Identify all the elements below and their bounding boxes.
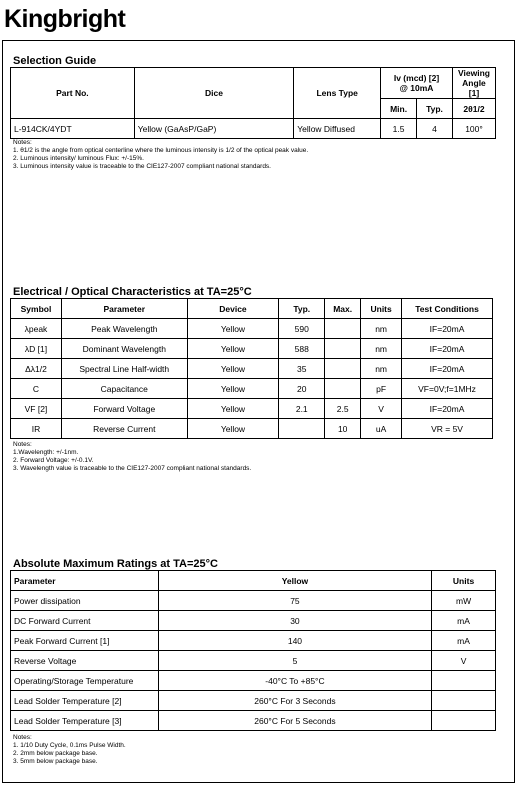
header-parameter: Parameter <box>11 571 159 591</box>
table-row <box>11 419 493 439</box>
header-typ: Typ. <box>279 299 325 319</box>
table-cell: Forward Voltage <box>61 399 187 419</box>
table-cell: VF [2] <box>11 399 62 419</box>
table-cell <box>325 319 361 339</box>
table-row <box>11 611 496 631</box>
table-cell: 20 <box>279 379 325 399</box>
table-cell <box>432 671 496 691</box>
electrical-title: Electrical / Optical Characteristics at TA=25°C <box>13 286 252 298</box>
header-device: Device <box>187 299 279 319</box>
table-cell <box>325 359 361 379</box>
table-cell: mW <box>432 591 496 611</box>
table-cell: Reverse Voltage <box>11 651 159 671</box>
table-cell: VF=0V;f=1MHz <box>402 379 493 399</box>
table-cell: IR <box>11 419 62 439</box>
table-cell: uA <box>361 419 402 439</box>
table-cell: nm <box>361 359 402 379</box>
table-cell: mA <box>432 631 496 651</box>
table-cell: 75 <box>158 591 431 611</box>
table-row <box>11 651 496 671</box>
table-row <box>11 711 496 731</box>
table-cell <box>279 419 325 439</box>
selection-notes: Notes: 1. θ1/2 is the angle from optical centerline where the luminous intensity is 1/2 of the optical peak value. 2. Luminous intensity/ luminous Flux: +/-15%. 3. Luminous intensity value is traceable to the CIE127-2007 compliant national standards. <box>13 139 309 170</box>
table-cell: Spectral Line Half-width <box>61 359 187 379</box>
absolute-table <box>10 570 496 731</box>
table-cell: pF <box>361 379 402 399</box>
header-units: Units <box>361 299 402 319</box>
table-cell: 10 <box>325 419 361 439</box>
table-cell: IF=20mA <box>402 399 493 419</box>
header-viewing-angle: Viewing Angle [1] <box>452 68 495 99</box>
cell-lens: Yellow Diffused <box>294 119 381 139</box>
header-theta: 2θ1/2 <box>452 99 495 119</box>
table-cell: -40°C To +85°C <box>158 671 431 691</box>
table-cell: 5 <box>158 651 431 671</box>
table-cell: Capacitance <box>61 379 187 399</box>
header-part-no: Part No. <box>11 68 135 119</box>
cell-min: 1.5 <box>381 119 417 139</box>
header-luminous-intensity: Iv (mcd) [2] @ 10mA <box>381 68 453 99</box>
table-cell: Yellow <box>187 399 279 419</box>
table-row <box>11 631 496 651</box>
cell-part-no: L-914CK/4YDT <box>11 119 135 139</box>
selection-guide-title: Selection Guide <box>13 55 97 67</box>
table-cell: nm <box>361 339 402 359</box>
table-cell: Power dissipation <box>11 591 159 611</box>
table-cell: Δλ1/2 <box>11 359 62 379</box>
table-cell <box>432 711 496 731</box>
header-max: Max. <box>325 299 361 319</box>
electrical-table <box>10 298 493 439</box>
table-cell: Lead Solder Temperature [3] <box>11 711 159 731</box>
selection-guide-table <box>10 67 496 139</box>
table-cell: mA <box>432 611 496 631</box>
cell-angle: 100° <box>452 119 495 139</box>
table-cell: λpeak <box>11 319 62 339</box>
table-cell: 2.1 <box>279 399 325 419</box>
table-cell: VR = 5V <box>402 419 493 439</box>
table-row <box>11 399 493 419</box>
table-cell: 2.5 <box>325 399 361 419</box>
absolute-notes: Notes: 1. 1/10 Duty Cycle, 0.1ms Pulse Width. 2. 2mm below package base. 3. 5mm below package base. <box>13 734 126 765</box>
table-row <box>11 691 496 711</box>
table-row <box>11 359 493 379</box>
table-cell: IF=20mA <box>402 339 493 359</box>
table-cell: Yellow <box>187 319 279 339</box>
table-cell <box>325 379 361 399</box>
table-cell: DC Forward Current <box>11 611 159 631</box>
table-cell <box>432 691 496 711</box>
table-cell: Yellow <box>187 359 279 379</box>
absolute-title: Absolute Maximum Ratings at TA=25°C <box>13 558 218 570</box>
table-cell: IF=20mA <box>402 359 493 379</box>
table-cell: Dominant Wavelength <box>61 339 187 359</box>
table-cell: 260°C For 5 Seconds <box>158 711 431 731</box>
table-cell: 588 <box>279 339 325 359</box>
table-row <box>11 379 493 399</box>
table-cell: Operating/Storage Temperature <box>11 671 159 691</box>
table-cell: nm <box>361 319 402 339</box>
table-cell: Yellow <box>187 339 279 359</box>
table-cell: λD [1] <box>11 339 62 359</box>
table-cell: IF=20mA <box>402 319 493 339</box>
cell-dice: Yellow (GaAsP/GaP) <box>134 119 294 139</box>
header-test-conditions: Test Conditions <box>402 299 493 319</box>
table-cell: 35 <box>279 359 325 379</box>
table-row <box>11 339 493 359</box>
table-cell: Reverse Current <box>61 419 187 439</box>
electrical-notes: Notes: 1.Wavelength: +/-1nm. 2. Forward Voltage: +/-0.1V. 3. Wavelength value is traceable to the CIE127-2007 compliant national standards. <box>13 441 252 472</box>
table-row <box>11 319 493 339</box>
header-yellow: Yellow <box>158 571 431 591</box>
table-cell: Peak Wavelength <box>61 319 187 339</box>
table-cell: 260°C For 3 Seconds <box>158 691 431 711</box>
brand-logo: Kingbright <box>4 5 126 33</box>
header-parameter: Parameter <box>61 299 187 319</box>
table-cell: Yellow <box>187 419 279 439</box>
header-dice: Dice <box>134 68 294 119</box>
table-cell: 140 <box>158 631 431 651</box>
header-min: Min. <box>381 99 417 119</box>
table-cell <box>325 339 361 359</box>
table-cell: C <box>11 379 62 399</box>
table-cell: Peak Forward Current [1] <box>11 631 159 651</box>
header-typ: Typ. <box>417 99 453 119</box>
cell-typ: 4 <box>417 119 453 139</box>
table-cell: V <box>432 651 496 671</box>
header-symbol: Symbol <box>11 299 62 319</box>
table-cell: Lead Solder Temperature [2] <box>11 691 159 711</box>
table-cell: 590 <box>279 319 325 339</box>
table-cell: 30 <box>158 611 431 631</box>
table-cell: V <box>361 399 402 419</box>
table-cell: Yellow <box>187 379 279 399</box>
table-row <box>11 671 496 691</box>
header-lens-type: Lens Type <box>294 68 381 119</box>
table-row <box>11 591 496 611</box>
header-units: Units <box>432 571 496 591</box>
